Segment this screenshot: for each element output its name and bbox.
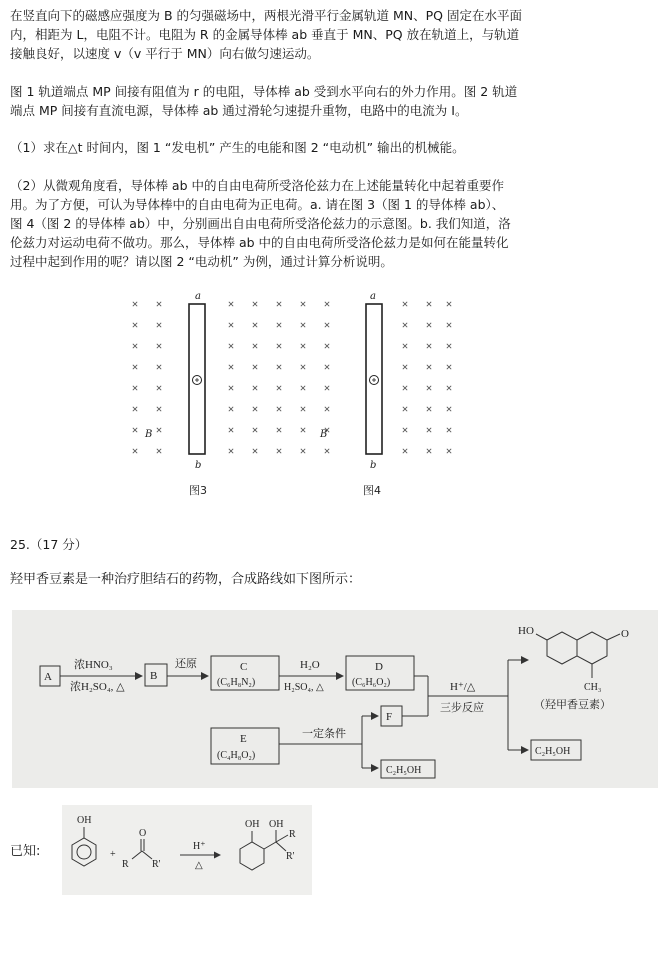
formula-e: (C₄H₈O₂) (217, 750, 256, 761)
figure-caption: 图3 (189, 484, 207, 497)
rod-end-a: a (370, 291, 376, 302)
r-group-label: R' (286, 851, 295, 862)
magnetic-field-crosses (133, 302, 451, 453)
compound-e: E (240, 733, 247, 745)
condition-label: H⁺ (193, 841, 206, 852)
compound-f: F (386, 711, 393, 723)
ethanol-label: C₂H₅OH (535, 746, 571, 757)
carbonyl-label: O (621, 628, 629, 640)
text-line: 图 4（图 2 的导体棒 ab）中，分别画出自由电荷所受洛伦兹力的示意图。b. 我们知道，洛 (10, 216, 511, 231)
formula-d: (C₆H₆O₂) (352, 677, 391, 688)
text-line: 伦兹力对运动电荷不做功。那么，导体棒 ab 中的自由电荷所受洛伦兹力是如何在能量转化 (10, 235, 509, 250)
field-label: B (145, 429, 153, 440)
plus-sign: + (110, 849, 116, 860)
ketone-structure (132, 839, 152, 859)
reagent-label: 浓HNO₃ (74, 659, 113, 671)
known-label: 已知: (10, 844, 41, 859)
problem-intro (10, 6, 570, 63)
coumarin-structure (536, 632, 620, 678)
text-line: 用。为了方便，可认为导体棒中的自由电荷为正电荷。a. 请在图 3（图 1 的导体棒 ab）、 (10, 197, 505, 212)
compound-b: B (150, 670, 158, 682)
hydroxyl-label: HO (518, 625, 534, 637)
condition-label: △ (195, 860, 203, 871)
problem-heading: 25.（17 分） (10, 537, 88, 552)
hydroxyl-label: OH (245, 819, 260, 830)
hydroxyl-label: OH (77, 815, 92, 826)
reagent-label: 一定条件 (302, 728, 346, 740)
problem-intro: 羟甲香豆素是一种治疗胆结石的药物，合成路线如下图所示： (10, 572, 362, 587)
figure-4 (319, 291, 382, 497)
product-name: （羟甲香豆素） (534, 699, 611, 711)
figure-3 (144, 291, 207, 497)
text-line: 过程中起到作用的呢？请以图 2 “电动机” 为例，通过计算分析说明。 (10, 254, 393, 269)
known-reaction-diagram (62, 805, 312, 895)
field-label: B (320, 429, 328, 440)
question-2 (10, 176, 570, 271)
reagent-label: H₂O (300, 659, 320, 671)
text-line: 接触良好，以速度 v（v 平行于 MN）向右做匀速运动。 (10, 46, 320, 61)
text-line: （2）从微观角度看，导体棒 ab 中的自由电荷所受洛伦兹力在上述能量转化中起着重要作 (10, 178, 504, 193)
text-line: 端点 MP 间接有直流电源，导体棒 ab 通过滑轮匀速提升重物，电路中的电流为 I。 (10, 103, 468, 118)
reagent-label: 浓H₂SO₄, △ (70, 681, 125, 693)
reagent-label: 还原 (175, 658, 197, 670)
r-group-label: R' (152, 859, 161, 870)
reagent-label: 三步反应 (440, 702, 484, 714)
rod-end-b: b (195, 460, 202, 471)
rod-end-a: a (195, 291, 201, 302)
compound-c: C (240, 661, 248, 673)
phenol-structure (72, 827, 96, 866)
rod-end-b: b (370, 460, 377, 471)
text-line: 在竖直向下的磁感应强度为 B 的匀强磁场中，两根光滑平行金属轨道 MN、PQ 固定在水平面 (10, 8, 522, 23)
reagent-label: H₂SO₄, △ (284, 682, 324, 693)
problem-setup (10, 82, 570, 120)
compound-d: D (375, 661, 383, 673)
oxygen-label: O (139, 828, 147, 839)
ethanol-label: C₂H₅OH (386, 765, 422, 776)
reagent-label: H⁺/△ (450, 681, 476, 693)
product-structure (240, 830, 288, 870)
question-1 (10, 138, 570, 157)
synthesis-route-diagram (12, 610, 658, 788)
text-line: （1）求在△t 时间内，图 1 “发电机” 产生的电能和图 2 “电动机” 输出的机械能。 (10, 140, 465, 155)
r-group-label: R (289, 829, 296, 840)
text-line: 内，相距为 L，电阻不计。电阻为 R 的金属导体棒 ab 垂直于 MN、PQ 放在轨道上，与轨道 (10, 27, 520, 42)
methyl-label: CH₃ (584, 682, 602, 693)
figure-caption: 图4 (363, 484, 381, 497)
magnetic-field-figures (123, 290, 455, 500)
r-group-label: R (122, 859, 129, 870)
compound-a: A (44, 671, 52, 683)
hydroxyl-label: OH (269, 819, 284, 830)
formula-c: (C₆H₈N₂) (217, 677, 256, 688)
text-line: 图 1 轨道端点 MP 间接有阻值为 r 的电阻，导体棒 ab 受到水平向右的外力作用。图 2 轨道 (10, 84, 518, 99)
